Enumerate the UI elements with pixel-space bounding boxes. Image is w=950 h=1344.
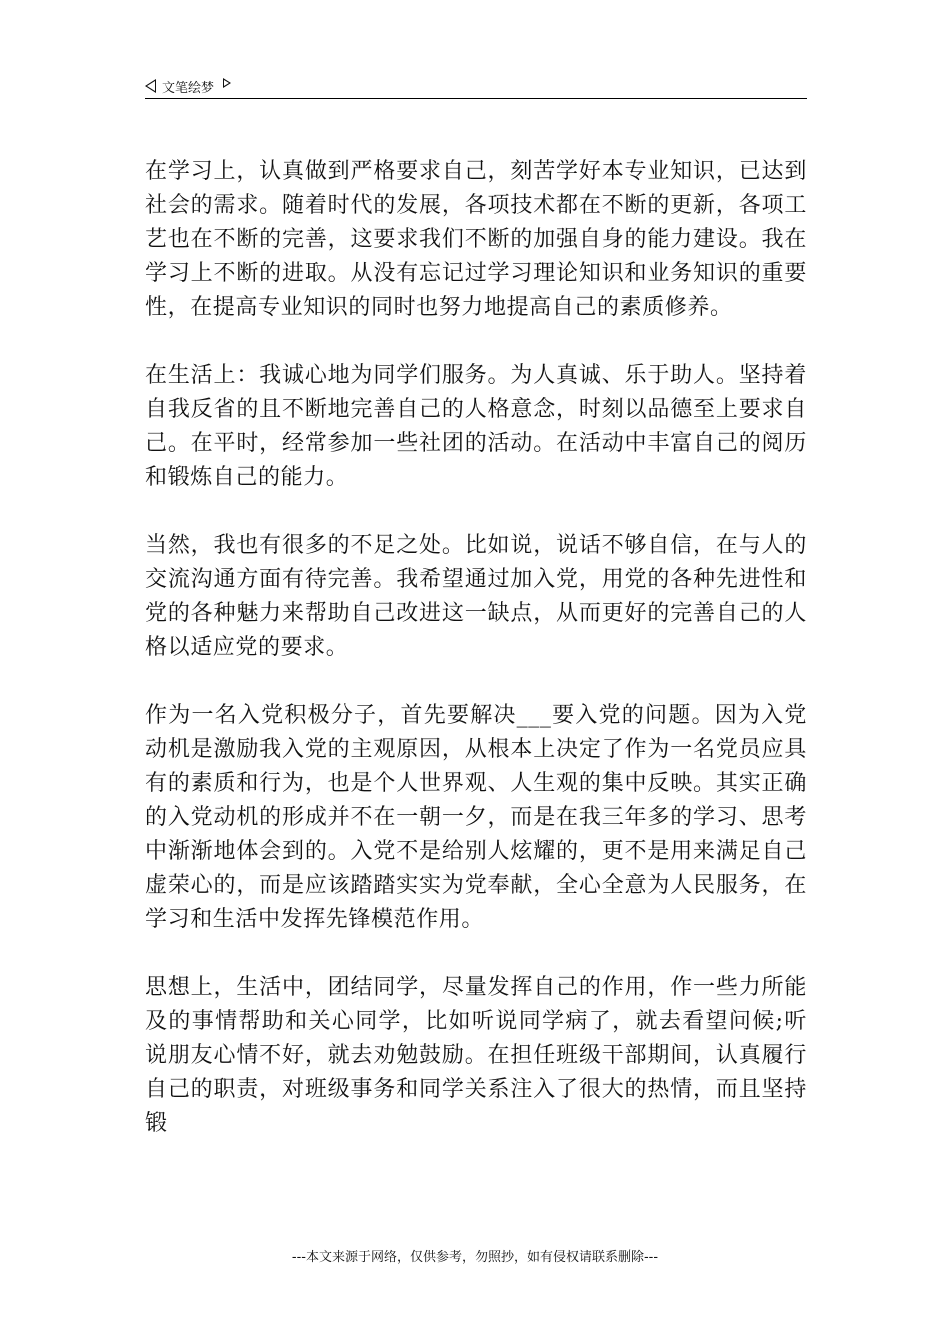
paragraph-study: 在学习上，认真做到严格要求自己，刻苦学好本专业知识，已达到社会的需求。随着时代的发展，各项技术都在不断的更新，各项工艺也在不断的完善，这要求我们不断的加强自身的能力建设。我在学习上不断的进取。从没有忘记过学习理论知识和业务知识的重要性，在提高专业知识的同时也努力地提高自己的素质修养。 xyxy=(145,159,807,320)
paragraph-shortcomings: 当然，我也有很多的不足之处。比如说，说话不够自信，在与人的交流沟通方面有待完善。我希望通过加入党，用党的各种先进性和党的各种魅力来帮助自己改进这一缺点，从而更好的完善自己的人格以适应党的要求。 xyxy=(145,533,807,660)
paragraph-life: 在生活上：我诚心地为同学们服务。为人真诚、乐于助人。坚持着自我反省的且不断地完善自己的人格意念，时刻以品德至上要求自己。在平时，经常参加一些社团的活动。在活动中丰富自己的阅历和锻炼自己的能力。 xyxy=(145,363,807,490)
header-title: 文笔绘梦 xyxy=(162,80,215,96)
paragraph-motivation: 作为一名入党积极分子，首先要解决___要入党的问题。因为入党动机是激励我入党的主观原因，从根本上决定了作为一名党员应具有的素质和行为，也是个人世界观、人生观的集中反映。其实正确的入党动机的形成并不在一朝一夕，而是在我三年多的学习、思考中渐渐地体会到的。入党不是给别人炫耀的，更不是用来满足自己虚荣心的，而是应该踏踏实实为党奉献，全心全意为人民服务，在学习和生活中发挥先锋模范作用。 xyxy=(145,703,807,932)
page-header xyxy=(145,74,807,99)
triangle-right-icon xyxy=(223,78,231,88)
paragraph-thought: 思想上，生活中，团结同学，尽量发挥自己的作用，作一些力所能及的事情帮助和关心同学，比如听说同学病了，就去看望问候;听说朋友心情不好，就去劝勉鼓励。在担任班级干部期间，认真履行自己的职责，对班级事务和同学关系注入了很大的热情，而且坚持锻 xyxy=(145,975,807,1136)
triangle-left-icon xyxy=(145,79,156,93)
document-body xyxy=(145,155,807,1175)
page-footer: ---本文来源于网络，仅供参考，勿照抄，如有侵权请联系删除--- xyxy=(291,1250,659,1265)
